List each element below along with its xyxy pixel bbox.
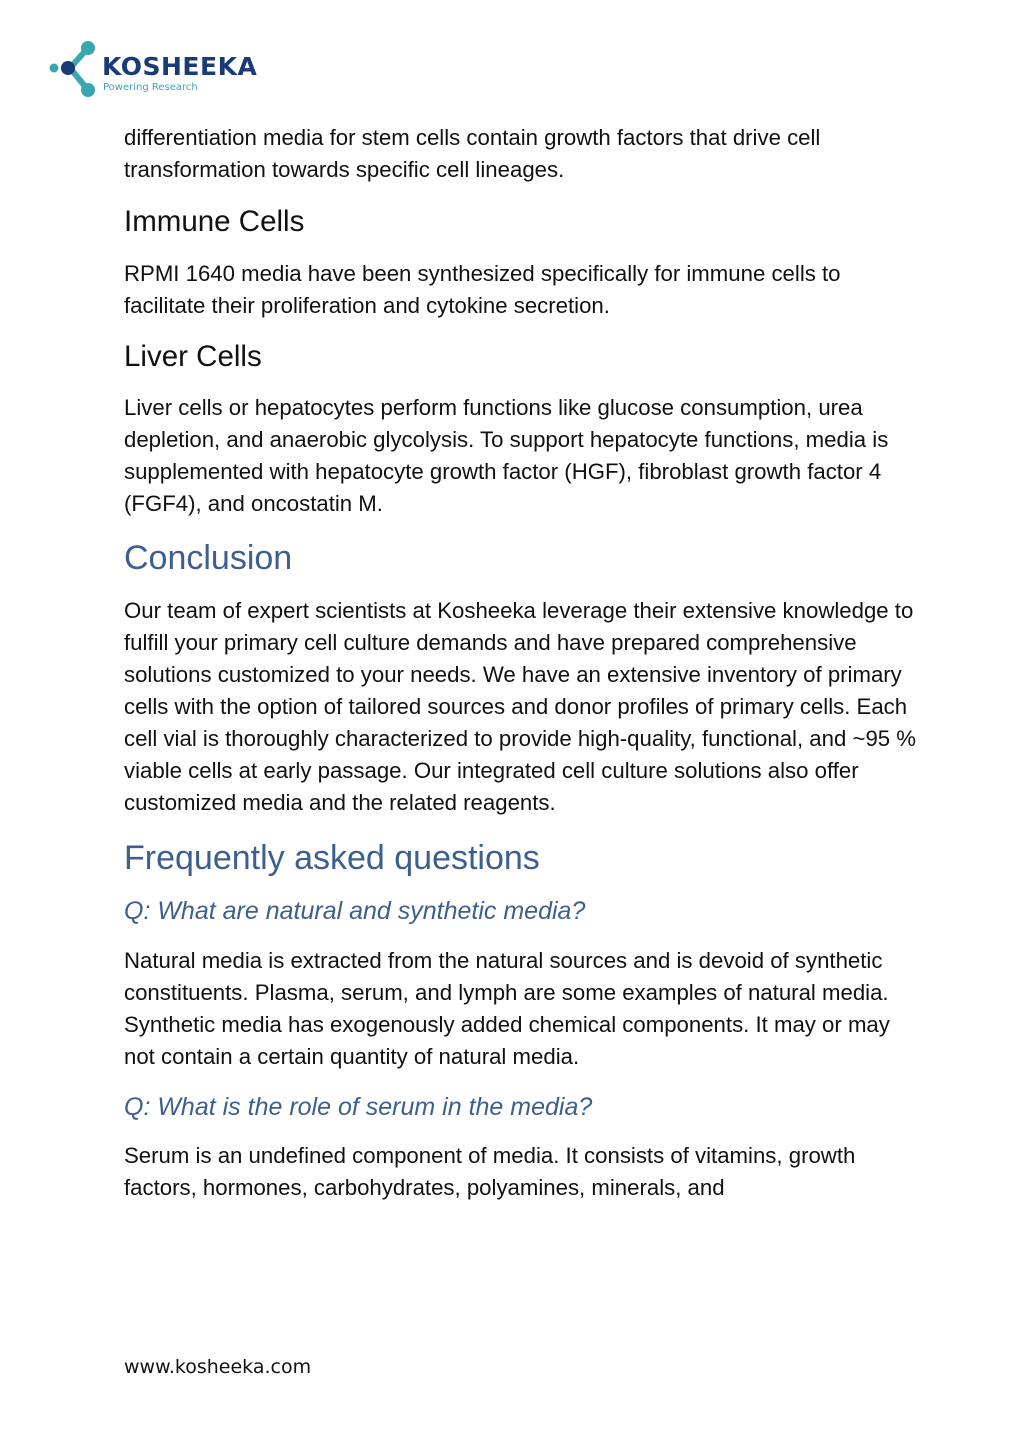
faq-answer: Natural media is extracted from the natural sources and is devoid of synthetic constituents. Plasma, serum, and lymph are some examples of natural media. Synthetic media has exogenously added chemical components. It may or may not contain a certain quantity of natural media. [124, 948, 890, 1069]
faq-question: Q: What is the role of serum in the media? [124, 1093, 593, 1121]
document-body [124, 122, 924, 1204]
faq-answer: Serum is an undefined component of media. It consists of vitamins, growth factors, hormones, carbohydrates, polyamines, minerals, and [124, 1143, 856, 1200]
conclusion-paragraph: Our team of expert scientists at Kosheeka leverage their extensive knowledge to fulfill your primary cell culture demands and have prepared comprehensive solutions customized to your needs. We have an extensive inventory of primary cells with the option of tailored sources and donor profiles of primary cells. Each cell vial is thoroughly characterized to provide high-quality, functional, and ~95 % viable cells at early passage. Our integrated cell culture solutions also offer customized media and the related reagents. [124, 598, 917, 815]
molecule-icon [48, 38, 104, 100]
liver-cells-heading: Liver Cells [124, 340, 262, 373]
kosheeka-logo[interactable] [48, 38, 278, 100]
brand-name: KOSHEEKA [102, 52, 258, 81]
liver-cells-paragraph: Liver cells or hepatocytes perform functions like glucose consumption, urea depletion, and anaerobic glycolysis. To support hepatocyte functions, media is supplemented with hepatocyte growth factor (HGF), fibroblast growth factor 4 (FGF4), and oncostatin M. [124, 395, 889, 516]
conclusion-heading: Conclusion [124, 539, 293, 577]
faq-question: Q: What are natural and synthetic media? [124, 897, 586, 925]
intro-paragraph: differentiation media for stem cells contain growth factors that drive cell transformation towards specific cell lineages. [124, 125, 821, 182]
brand-tagline: Powering Research [103, 82, 198, 93]
footer-url[interactable]: www.kosheeka.com [124, 1356, 312, 1378]
immune-cells-paragraph: RPMI 1640 media have been synthesized specifically for immune cells to facilitate their proliferation and cytokine secretion. [124, 261, 841, 318]
faq-heading: Frequently asked questions [124, 839, 540, 877]
immune-cells-heading: Immune Cells [124, 205, 305, 238]
